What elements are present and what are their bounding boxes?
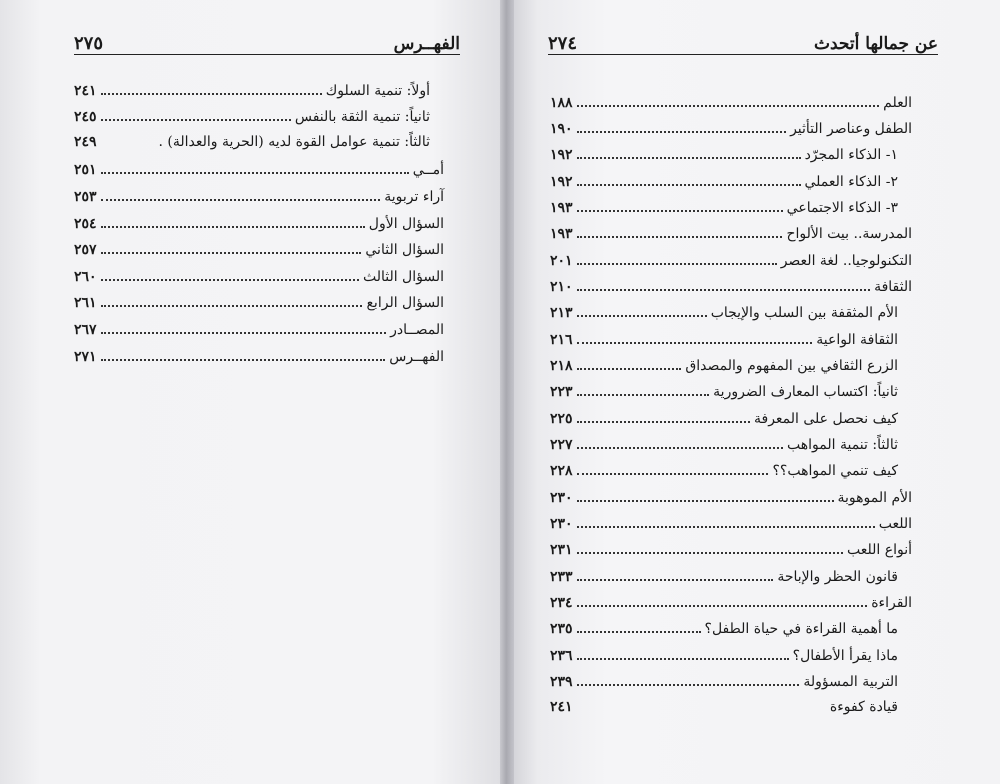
toc-entry: [550, 250, 912, 276]
toc-entry-title: التربية المسؤولة: [803, 674, 898, 691]
dot-leader: [577, 540, 843, 555]
toc-entry: [74, 213, 444, 240]
toc-entry-title: السؤال الأول: [368, 215, 444, 232]
toc-entry-page: ٢٣٠: [550, 489, 573, 506]
toc-entry: [550, 303, 912, 329]
toc-entry-page: ٢٥٣: [74, 188, 97, 205]
toc-entry: [550, 698, 912, 724]
toc-entry: [74, 319, 444, 346]
toc-entry-title: ٢- الذكاء العملي: [804, 173, 898, 190]
toc-entry-page: ٢٢٧: [550, 437, 573, 454]
dot-leader: [101, 293, 363, 308]
dot-leader: [577, 145, 801, 160]
dot-leader: [101, 319, 387, 334]
toc-entry-page: ١٨٨: [550, 94, 573, 111]
toc-entry-page: ٢٥٤: [74, 215, 97, 232]
toc-entry-page: ٢٤١: [550, 698, 573, 715]
dot-leader: [101, 80, 322, 95]
toc-entry-page: ١٩٢: [550, 173, 573, 190]
toc-entry-page: ١٩٣: [550, 199, 573, 216]
toc-entry: [74, 107, 444, 134]
running-title: الفهــرس: [393, 34, 460, 54]
toc-entry: [550, 487, 912, 513]
dot-leader: [577, 514, 875, 529]
dot-leader: [101, 160, 409, 175]
dot-leader: [577, 250, 777, 265]
toc-entry-title: الفهــرس: [389, 348, 444, 365]
toc-entry: [550, 461, 912, 487]
toc-entry-page: ٢٢٨: [550, 463, 573, 480]
toc-entry-page: ٢١٨: [550, 358, 573, 375]
toc-entry: [550, 408, 912, 434]
toc-entry-title: المدرسة.. بيت الألواح: [786, 226, 912, 243]
toc-entry-page: ٢٣٤: [550, 595, 573, 612]
toc-entry-title: كيف نحصل على المعرفة: [754, 410, 898, 427]
toc-entry: [550, 224, 912, 250]
dot-leader: [577, 276, 871, 291]
toc-entry-page: ٢٣٩: [550, 674, 573, 691]
toc-entry-page: ٢٣٣: [550, 568, 573, 585]
page-number: ٢٧٥: [74, 33, 104, 54]
toc-entry: [74, 266, 444, 293]
toc-entry: [550, 645, 912, 671]
toc-entry-title: ثالثاً: تنمية المواهب: [787, 437, 898, 454]
book-gutter: [500, 0, 514, 784]
toc-entry-title: التكنولوجيا.. لغة العصر: [780, 252, 912, 269]
toc-entry-page: ١٩٠: [550, 120, 573, 137]
table-of-contents: [74, 80, 444, 373]
dot-leader: [577, 566, 774, 581]
toc-entry: [550, 619, 912, 645]
toc-entry: [74, 186, 444, 213]
toc-entry: [550, 329, 912, 355]
toc-entry: [74, 133, 444, 160]
toc-entry: [550, 145, 912, 171]
dot-leader: [577, 408, 750, 423]
toc-entry: [74, 80, 444, 107]
toc-entry-page: ٢٦٠: [74, 268, 97, 285]
dot-leader: [577, 487, 834, 502]
toc-entry-page: ٢٦٧: [74, 321, 97, 338]
toc-entry: [74, 346, 444, 373]
page-header: [74, 24, 460, 55]
toc-entry-title: آراء تربوية: [384, 188, 444, 205]
toc-entry: [550, 514, 912, 540]
page-header: [548, 24, 938, 55]
toc-entry-page: ٢٥١: [74, 162, 97, 179]
toc-entry-title: ما أهمية القراءة في حياة الطفل؟: [704, 621, 898, 638]
toc-entry-title: قانون الحظر والإباحة: [777, 568, 898, 585]
page-number: ٢٧٤: [548, 33, 578, 54]
dot-leader: [101, 346, 386, 361]
right-page: [508, 0, 1000, 784]
dot-leader: [577, 619, 701, 634]
dot-leader: [101, 240, 362, 255]
toc-entry-title: ثانياً: اكتساب المعارف الضرورية: [713, 384, 898, 401]
toc-entry-title: الأم الموهوبة: [837, 489, 912, 506]
toc-entry-title: الثقافة الواعية: [816, 331, 898, 348]
table-of-contents: [550, 92, 912, 724]
toc-entry-page: ٢٥٧: [74, 242, 97, 259]
toc-entry-title: ماذا يقرأ الأطفال؟: [792, 647, 898, 664]
toc-entry-title: اللعب: [878, 516, 912, 533]
toc-entry: [550, 197, 912, 223]
dot-leader: [577, 382, 710, 397]
dot-leader: [577, 698, 826, 711]
toc-entry-title: العلم: [883, 94, 912, 111]
toc-entry-title: أمــي: [412, 162, 444, 179]
toc-entry: [550, 92, 912, 118]
toc-entry-title: القراءة: [871, 595, 912, 612]
toc-entry-page: ١٩٣: [550, 226, 573, 243]
dot-leader: [577, 434, 783, 449]
toc-entry: [550, 540, 912, 566]
toc-entry-title: الأم المثقفة بين السلب والإيجاب: [710, 305, 898, 322]
toc-entry-page: ٢٤٩: [74, 133, 97, 150]
toc-entry-title: ٣- الذكاء الاجتماعي: [786, 199, 898, 216]
running-title: عن جمالها أتحدث: [814, 34, 938, 54]
toc-entry-page: ٢٤١: [74, 82, 97, 99]
toc-entry: [74, 160, 444, 187]
toc-entry-page: ٢٦١: [74, 295, 97, 312]
toc-entry: [74, 293, 444, 320]
toc-entry: [550, 118, 912, 144]
dot-leader: [101, 266, 359, 281]
dot-leader: [101, 133, 155, 146]
dot-leader: [577, 645, 789, 660]
dot-leader: [577, 461, 769, 476]
toc-entry-title: ١- الذكاء المجرّد: [804, 147, 898, 164]
toc-entry: [550, 566, 912, 592]
toc-entry-page: ١٩٢: [550, 147, 573, 164]
toc-entry: [550, 672, 912, 698]
dot-leader: [577, 171, 801, 186]
dot-leader: [577, 303, 707, 318]
toc-entry: [550, 276, 912, 302]
dot-leader: [577, 197, 783, 212]
toc-entry: [550, 593, 912, 619]
dot-leader: [577, 224, 783, 239]
toc-entry-title: السؤال الرابع: [366, 295, 444, 312]
toc-entry-title: كيف تنمي المواهب؟؟: [772, 463, 898, 480]
toc-entry-title: المصــادر: [390, 321, 444, 338]
toc-entry-page: ٢٧١: [74, 348, 97, 365]
toc-entry-title: قيادة كفوءة: [829, 698, 898, 715]
dot-leader: [577, 355, 682, 370]
dot-leader: [577, 92, 880, 107]
dot-leader: [101, 213, 365, 228]
toc-entry-page: ٢٣٥: [550, 621, 573, 638]
toc-entry-page: ٢٤٥: [74, 109, 97, 126]
toc-entry-title: السؤال الثالث: [362, 268, 444, 285]
toc-entry: [74, 240, 444, 267]
toc-entry-page: ٢٣٠: [550, 516, 573, 533]
toc-entry-page: ٢٢٣: [550, 384, 573, 401]
toc-entry-title: الزرع الثقافي بين المفهوم والمصداق: [685, 358, 898, 375]
toc-entry: [550, 355, 912, 381]
toc-entry-page: ٢٢٥: [550, 410, 573, 427]
dot-leader: [577, 593, 868, 608]
toc-entry-title: أولاً: تنمية السلوك: [325, 82, 430, 99]
toc-entry-title: السؤال الثاني: [365, 242, 444, 259]
toc-entry: [550, 434, 912, 460]
dot-leader: [577, 672, 800, 687]
toc-entry-title: ثالثاً: تنمية عوامل القوة لديه (الحرية والعدالة) .: [158, 133, 430, 150]
dot-leader: [101, 186, 381, 201]
toc-entry-title: ثانياً: تنمية الثقة بالنفس: [294, 109, 430, 126]
toc-entry-page: ٢١٣: [550, 305, 573, 322]
toc-entry-page: ٢٣٦: [550, 647, 573, 664]
toc-entry-title: أنواع اللعب: [846, 542, 912, 559]
dot-leader: [577, 118, 787, 133]
toc-entry-page: ٢٣١: [550, 542, 573, 559]
dot-leader: [101, 107, 291, 122]
toc-entry-title: الثقافة: [874, 279, 912, 295]
toc-entry: [550, 171, 912, 197]
toc-entry-title: الطفل وعناصر التأثير: [790, 120, 912, 137]
toc-entry-page: ٢١٠: [550, 279, 573, 295]
toc-entry: [550, 382, 912, 408]
toc-entry-page: ٢٠١: [550, 252, 573, 269]
dot-leader: [577, 329, 813, 344]
toc-entry-page: ٢١٦: [550, 331, 573, 348]
